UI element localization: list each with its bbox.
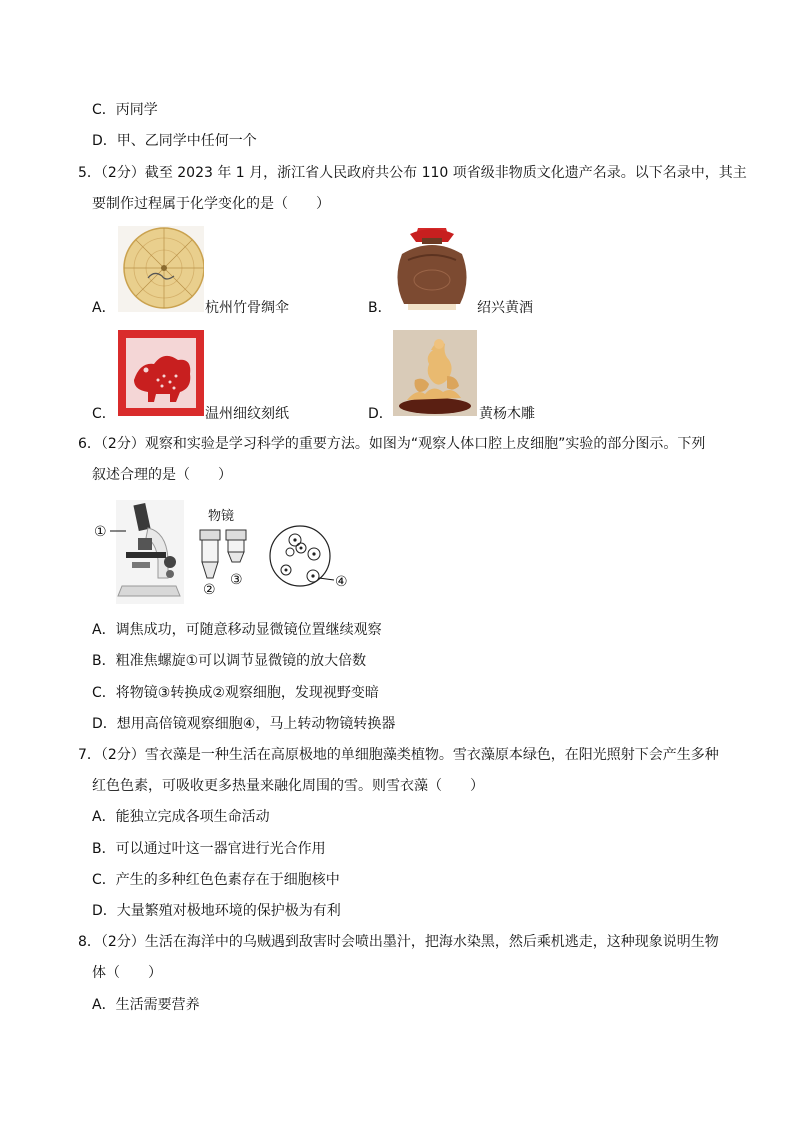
option-d-caption: 黄杨木雕 [479,406,535,422]
q7-option-b: B．可以通过叶这一器官进行光合作用 [92,841,326,857]
q6-option-c: C．将物镜③转换成②观察细胞，发现视野变暗 [92,685,379,701]
q7-stem-line1: 7．（2分）雪衣藻是一种生活在高原极地的单细胞藻类植物。雪衣藻原本绿色，在阳光照射下会产生多种 [78,747,719,763]
microscope-figure [92,500,362,604]
q6-option-d: D．想用高倍镜观察细胞④，马上转动物镜转换器 [92,716,396,732]
option-d-prev: D．甲、乙同学中任何一个 [92,133,257,149]
option-d-letter: D． [368,406,393,422]
option-b-letter: B． [368,300,392,316]
objective-lens-short [226,530,246,562]
q6-stem-line1: 6．（2分）观察和实验是学习科学的重要方法。如图为“观察人体口腔上皮细胞”实验的部分图示。下列 [78,436,706,452]
umbrella-image [118,226,204,312]
q6-option-a: A．调焦成功，可随意移动显微镜位置继续观察 [92,622,382,638]
marker-4: ④ [335,574,348,590]
marker-2: ② [203,582,216,598]
option-b-caption: 绍兴黄酒 [477,300,533,316]
option-c-prev: C．丙同学 [92,102,158,118]
marker-3: ③ [230,572,243,588]
q6-stem-line2: 叙述合理的是（ ） [92,467,232,483]
q7-option-d: D．大量繁殖对极地环境的保护极为有利 [92,903,341,919]
option-c-letter: C． [92,406,116,422]
objective-label: 物镜 [208,509,235,524]
q8-option-a: A．生活需要营养 [92,997,200,1013]
objective-lens-long [200,530,220,578]
option-c-caption: 温州细纹刻纸 [205,406,289,422]
option-a-caption: 杭州竹骨绸伞 [205,300,289,316]
field-of-view [270,526,330,586]
q8-stem-line2: 体（ ） [92,965,162,981]
q5-stem-line1: 5．（2分）截至 2023 年 1 月，浙江省人民政府共公布 110 项省级非物质文化遗产名录。以下名录中，其主 [78,165,747,181]
wine-jar-image [388,224,476,316]
q8-stem-line1: 8．（2分）生活在海洋中的乌贼遇到敌害时会喷出墨汁，把海水染黑，然后乘机逃走，这种现象说明生物 [78,934,719,950]
q6-option-b: B．粗准焦螺旋①可以调节显微镜的放大倍数 [92,653,367,669]
q7-option-c: C．产生的多种红色色素存在于细胞核中 [92,872,340,888]
paper-cut-image [118,330,204,416]
wood-carving-image [393,330,477,416]
microscope-icon [116,500,184,604]
q5-stem-line2: 要制作过程属于化学变化的是（ ） [92,196,330,212]
option-a-letter: A． [92,300,116,316]
q7-stem-line2: 红色色素，可吸收更多热量来融化周围的雪。则雪衣藻（ ） [92,778,484,794]
q7-option-a: A．能独立完成各项生命活动 [92,809,270,825]
marker-1: ① [94,524,107,540]
